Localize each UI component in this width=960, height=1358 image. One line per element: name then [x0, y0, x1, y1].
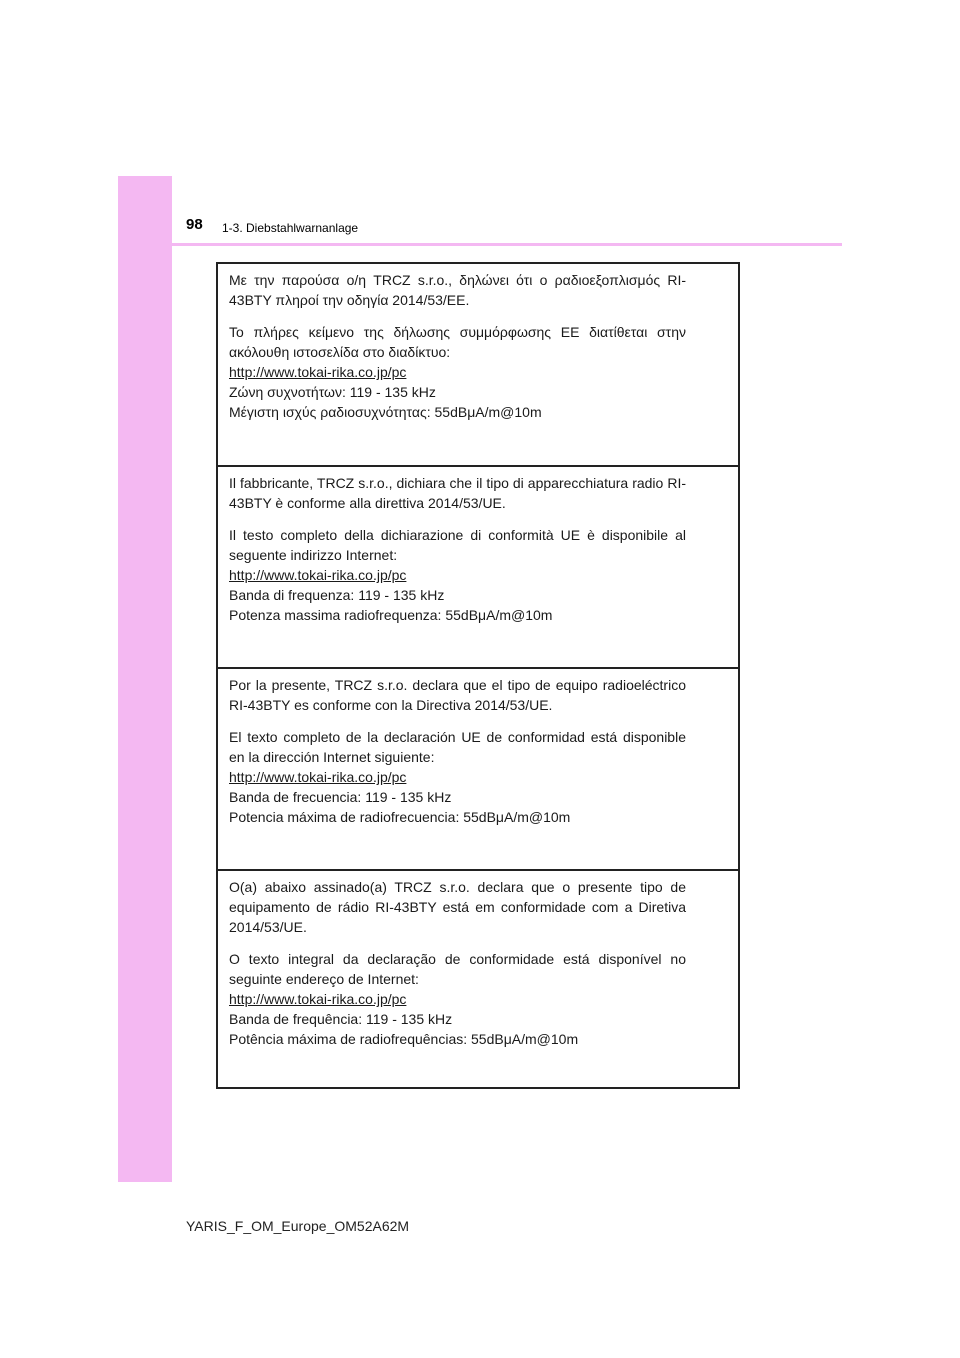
declaration-statement: Il fabbricante, TRCZ s.r.o., dichiara che il tipo di apparecchiatura radio RI-43BTY è conforme alla direttiva 2014/53/UE. — [229, 475, 686, 511]
max-power: Potenza massima radiofrequenza: 55dBμA/m@10m — [229, 607, 553, 623]
availability-text: Il testo completo della dichiarazione di conformità UE è disponibile al seguente indirizzo Internet: — [229, 527, 686, 563]
declaration-statement: Por la presente, TRCZ s.r.o. declara que el tipo de equipo radioeléctrico RI-43BTY es conforme con la Directiva 2014/53/UE. — [229, 677, 686, 713]
section-title: 1-3. Diebstahlwarnanlage — [222, 221, 359, 235]
declaration-statement: Με την παρούσα ο/η TRCZ s.r.o., δηλώνει ότι ο ραδιοεξοπλισμός RI-43BTY πληροί την οδηγία 2014/53/ΕΕ. — [229, 272, 686, 308]
declaration-availability — [229, 525, 686, 565]
declaration-box — [216, 262, 740, 1089]
declaration-specs — [229, 1009, 686, 1049]
max-power: Potência máxima de radiofrequências: 55dBμA/m@10m — [229, 1031, 579, 1047]
declaration-specs — [229, 787, 686, 827]
availability-text: O texto integral da declaração de conformidade está disponível no seguinte endereço de Internet: — [229, 951, 686, 987]
declaration-link[interactable]: http://www.tokai-rika.co.jp/pc — [229, 991, 407, 1007]
frequency-band: Banda de frequência: 119 - 135 kHz — [229, 1011, 453, 1027]
availability-text: Το πλήρες κείμενο της δήλωσης συμμόρφωσης ΕΕ διατίθεται στην ακόλουθη ιστοσελίδα στο διαδίκτυο: — [229, 324, 686, 360]
page-sidebar-tab — [118, 176, 172, 1182]
declaration-section-portuguese — [218, 869, 738, 1087]
frequency-band: Ζώνη συχνοτήτων: 119 - 135 kHz — [229, 384, 436, 400]
declaration-link[interactable]: http://www.tokai-rika.co.jp/pc — [229, 364, 407, 380]
declaration-specs — [229, 585, 686, 625]
frequency-band: Banda de frecuencia: 119 - 135 kHz — [229, 789, 452, 805]
page-number: 98 — [186, 216, 203, 233]
document-id-footer: YARIS_F_OM_Europe_OM52A62M — [186, 1218, 410, 1234]
declaration-availability — [229, 727, 686, 767]
header-rule — [118, 243, 842, 246]
declaration-section-greek — [218, 264, 738, 465]
max-power: Potencia máxima de radiofrecuencia: 55dBμA/m@10m — [229, 809, 571, 825]
max-power: Μέγιστη ισχύς ραδιοσυχνότητας: 55dBμA/m@10m — [229, 404, 542, 420]
declaration-section-italian — [218, 465, 738, 667]
declaration-link[interactable]: http://www.tokai-rika.co.jp/pc — [229, 769, 407, 785]
declaration-statement: O(a) abaixo assinado(a) TRCZ s.r.o. declara que o presente tipo de equipamento de rádio RI-43BTY está em conformidade com a Diretiva 2014/53/UE. — [229, 879, 686, 935]
declaration-section-spanish — [218, 667, 738, 869]
declaration-availability — [229, 949, 686, 989]
frequency-band: Banda di frequenza: 119 - 135 kHz — [229, 587, 445, 603]
declaration-availability — [229, 322, 686, 362]
availability-text: El texto completo de la declaración UE de conformidad está disponible en la dirección Internet siguiente: — [229, 729, 686, 765]
declaration-specs — [229, 382, 686, 422]
declaration-link[interactable]: http://www.tokai-rika.co.jp/pc — [229, 567, 407, 583]
